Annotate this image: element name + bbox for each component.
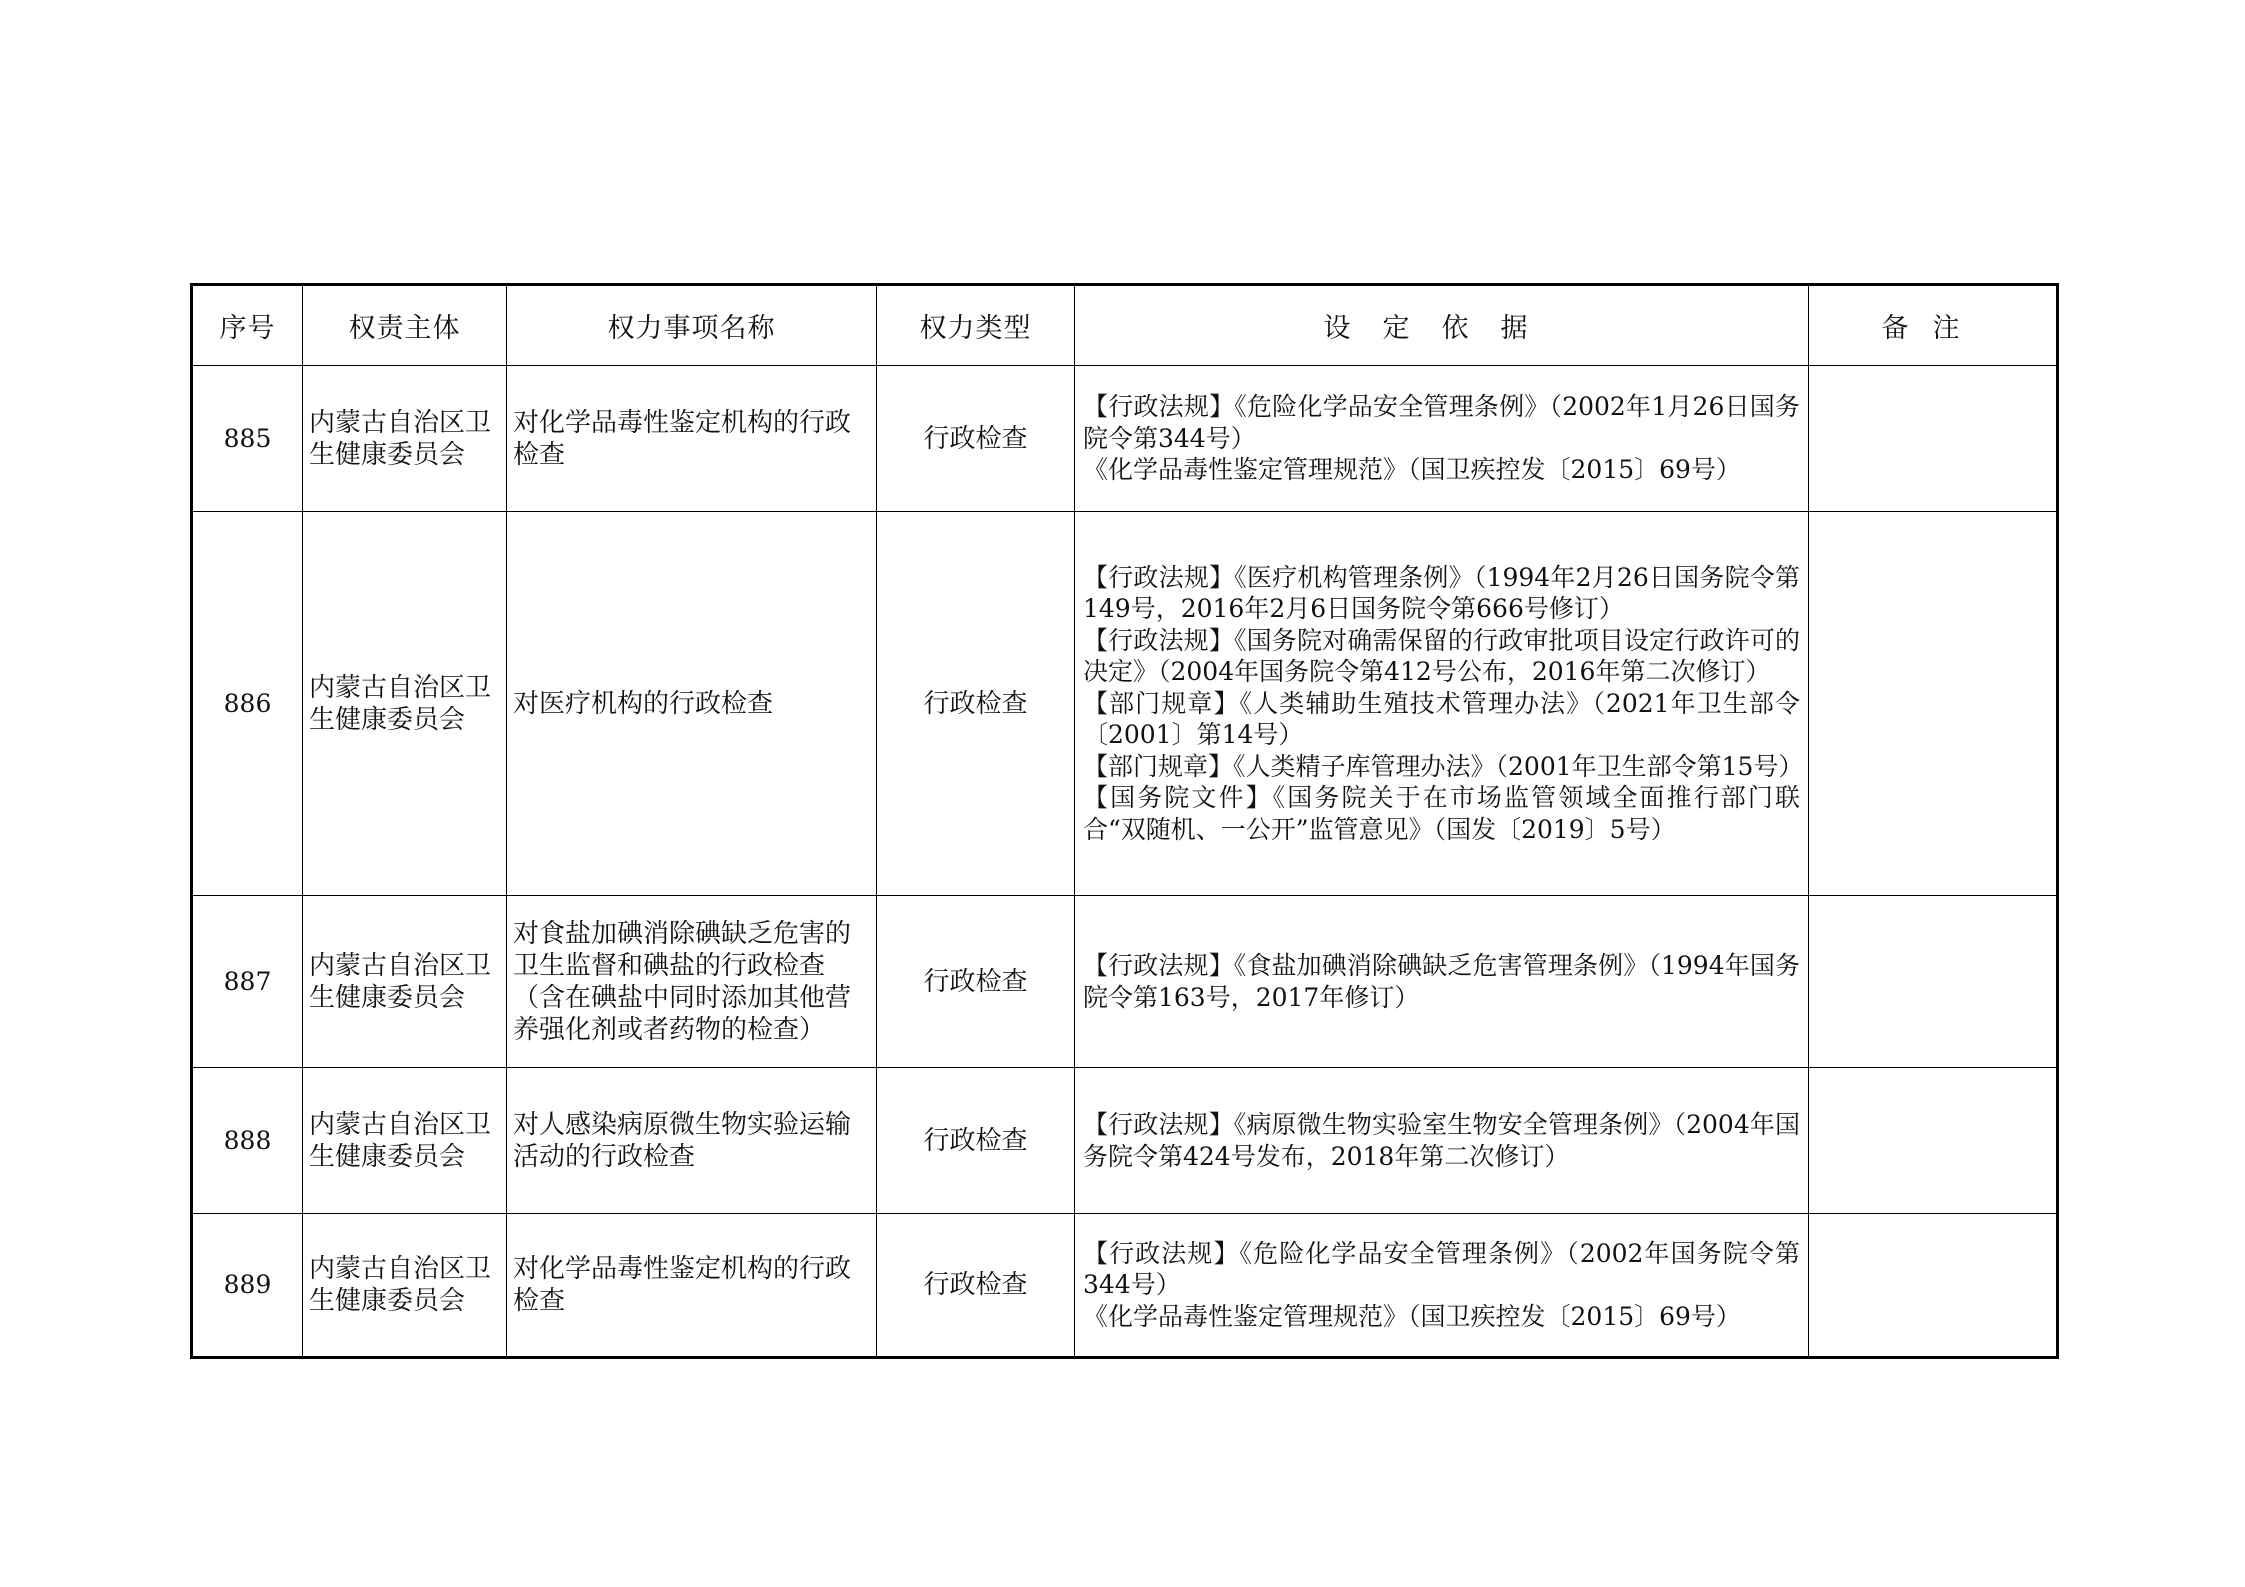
row-subject: 内蒙古自治区卫生健康委员会 [303,1214,507,1358]
basis-line: 【国务院文件】《国务院关于在市场监管领域全面推行部门联合“双随机、一公开”监管意见》（国发〔2019〕5号） [1083,783,1800,844]
header-remark: 备注 [1809,285,2058,366]
row-subject: 内蒙古自治区卫生健康委员会 [303,896,507,1068]
row-basis [1075,366,1809,512]
basis-line: 《化学品毒性鉴定管理规范》（国卫疾控发〔2015〕69号） [1083,1301,1741,1331]
row-no: 885 [192,366,303,512]
row-type: 行政检查 [877,512,1075,896]
row-name: 对人感染病原微生物实验运输活动的行政检查 [507,1068,877,1214]
row-type: 行政检查 [877,366,1075,512]
row-remark [1809,1214,2058,1358]
basis-line: 【行政法规】《危险化学品安全管理条例》（2002年1月26日国务院令第344号） [1083,392,1800,453]
row-no: 888 [192,1068,303,1214]
header-type: 权力类型 [877,285,1075,366]
row-basis [1075,512,1809,896]
table-row [192,896,2058,1068]
basis-line: 【行政法规】《危险化学品安全管理条例》（2002年国务院令第344号） [1083,1238,1800,1300]
row-type: 行政检查 [877,1068,1075,1214]
row-basis [1075,1068,1809,1214]
table-row [192,512,2058,896]
basis-line: 【部门规章】《人类精子库管理办法》（2001年卫生部令第15号） [1083,751,1804,781]
row-type: 行政检查 [877,1214,1075,1358]
row-remark [1809,896,2058,1068]
row-no: 887 [192,896,303,1068]
header-name: 权力事项名称 [507,285,877,366]
basis-line: 【部门规章】《人类辅助生殖技术管理办法》（2021年卫生部令〔2001〕第14号） [1083,688,1800,750]
row-name: 对化学品毒性鉴定机构的行政检查 [507,366,877,512]
row-type: 行政检查 [877,896,1075,1068]
row-no: 886 [192,512,303,896]
power-list-table [190,283,2059,1359]
basis-line: 【行政法规】《国务院对确需保留的行政审批项目设定行政许可的决定》（2004年国务院令第412号公布，2016年第二次修订） [1083,625,1800,687]
row-name: 对医疗机构的行政检查 [507,512,877,896]
row-basis [1075,896,1809,1068]
header-no: 序号 [192,285,303,366]
row-subject: 内蒙古自治区卫生健康委员会 [303,1068,507,1214]
row-remark [1809,1068,2058,1214]
basis-line: 【行政法规】《食盐加碘消除碘缺乏危害管理条例》（1994年国务院令第163号，2017年修订） [1083,951,1800,1012]
table-row [192,1214,2058,1358]
row-basis [1075,1214,1809,1358]
row-subject: 内蒙古自治区卫生健康委员会 [303,512,507,896]
basis-line: 【行政法规】《病原微生物实验室生物安全管理条例》（2004年国务院令第424号发布，2018年第二次修订） [1083,1110,1800,1171]
basis-line: 《化学品毒性鉴定管理规范》（国卫疾控发〔2015〕69号） [1083,455,1741,485]
table-header-row [192,285,2058,366]
row-name: 对食盐加碘消除碘缺乏危害的卫生监督和碘盐的行政检查（含在碘盐中同时添加其他营养强化剂或者药物的检查） [507,896,877,1068]
row-remark [1809,512,2058,896]
header-subject: 权责主体 [303,285,507,366]
table-row [192,1068,2058,1214]
header-basis: 设定依据 [1075,285,1809,366]
row-name: 对化学品毒性鉴定机构的行政检查 [507,1214,877,1358]
basis-line: 【行政法规】《医疗机构管理条例》（1994年2月26日国务院令第149号，2016年2月6日国务院令第666号修订） [1083,562,1800,624]
table-row [192,366,2058,512]
row-remark [1809,366,2058,512]
row-no: 889 [192,1214,303,1358]
row-subject: 内蒙古自治区卫生健康委员会 [303,366,507,512]
